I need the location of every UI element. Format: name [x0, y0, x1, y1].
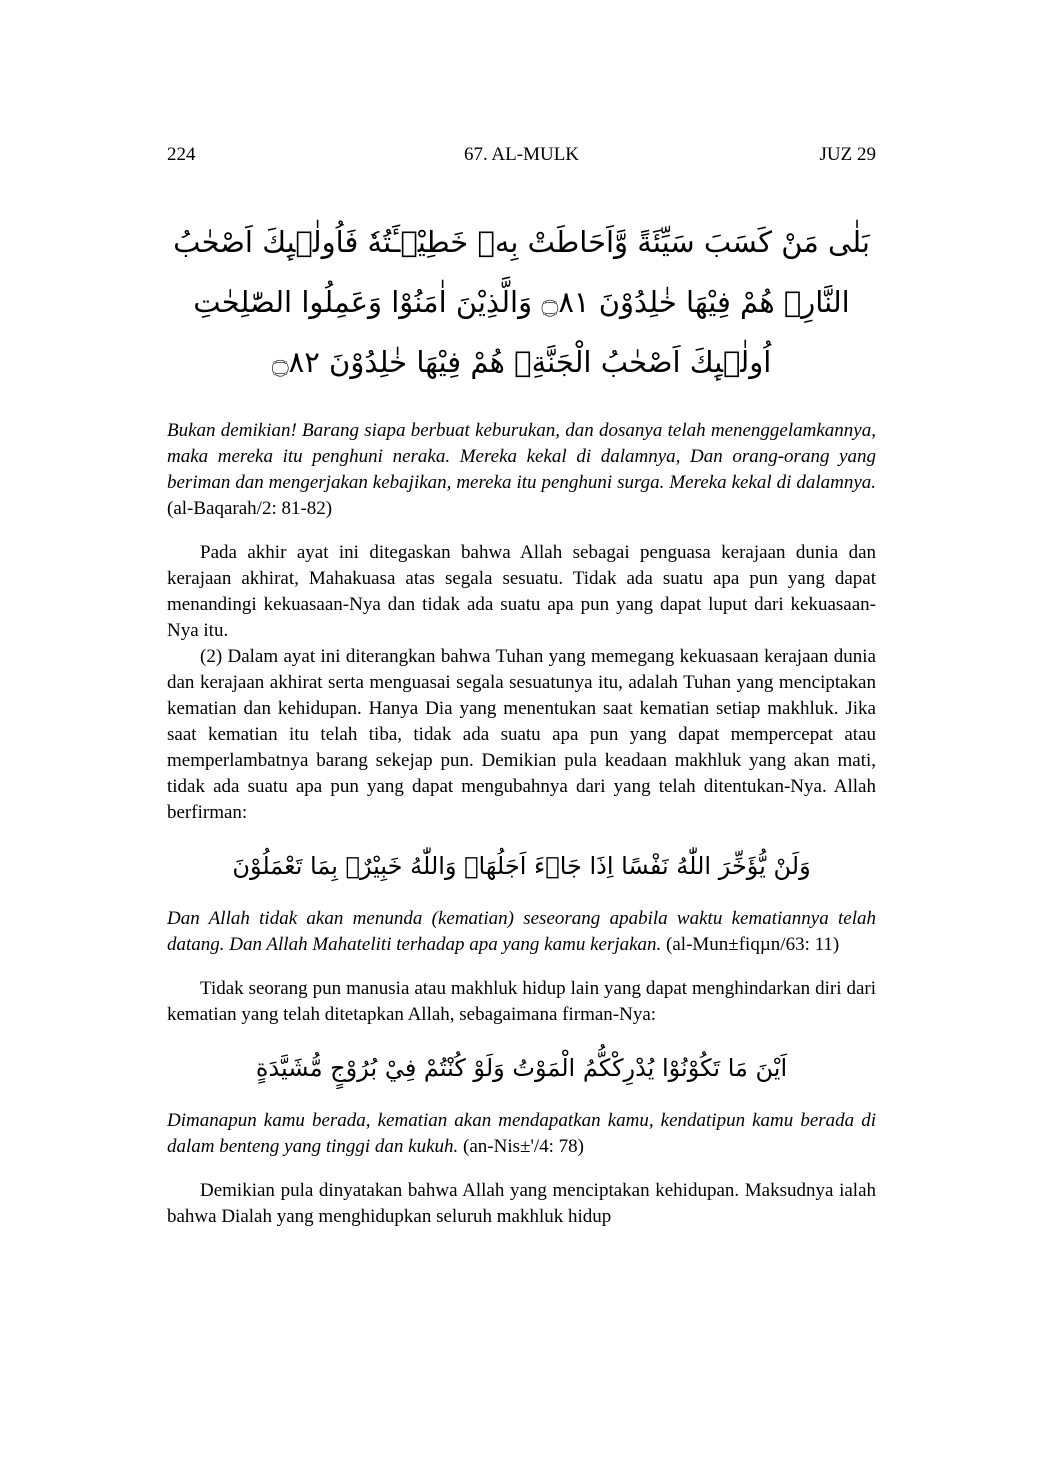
arabic-verse-an-nisa-78: اَيْنَ مَا تَكُوْنُوْا يُدْرِكْكُّمُ الْمَوْتُ وَلَوْ كُنْتُمْ فِيْ بُرُوْجٍ مُّشَيَّدَةٍ — [255, 1054, 788, 1082]
translation-an-nisa — [167, 1108, 876, 1160]
translation-al-munafiqun — [167, 906, 876, 958]
body-paragraph-3: Tidak seorang pun manusia atau makhluk hidup lain yang dapat menghindarkan diri dari kematian yang telah ditetapkan Allah, sebagaimana firman-Nya: — [167, 978, 876, 1025]
page-header — [167, 142, 876, 168]
page-number: 224 — [167, 144, 196, 165]
verse-reference: (al-Baqarah/2: 81-82) — [167, 498, 333, 519]
chapter-title: 67. AL-MULK — [463, 144, 580, 165]
juz-label: JUZ 29 — [819, 144, 876, 165]
verse-reference: (al-Mun±fiqµn/63: 11) — [666, 934, 840, 955]
body-paragraph-4: Demikian pula dinyatakan bahwa Allah yang menciptakan kehidupan. Maksudnya ialah bahwa Dialah yang menghidupkan seluruh makhluk hidup — [167, 1180, 876, 1227]
translation-text: Dimanapun kamu berada, kematian akan mendapatkan kamu, kendatipun kamu berada di dalam benteng yang tinggi dan kukuh. — [167, 1110, 876, 1157]
translation-text: Bukan demikian! Barang siapa berbuat keburukan, dan dosanya telah menenggelamkannya, maka mereka itu penghuni neraka. Mereka kekal di dalamnya, Dan orang-orang yang beriman dan mengerjakan kebajikan, mereka itu penghuni surga. Mereka kekal di dalamnya. — [167, 420, 876, 493]
verse-reference: (an-Nis±'/4: 78) — [463, 1136, 584, 1157]
translation-al-baqarah — [167, 418, 876, 522]
body-paragraph-1: Pada akhir ayat ini ditegaskan bahwa Allah sebagai penguasa kerajaan dunia dan kerajaan akhirat, Mahakuasa atas segala sesuatu. Tidak ada suatu apa pun yang dapat menandingi kekuasaan-Nya dan tidak ada suatu apa pun yang dapat luput dari kekuasaan-Nya itu. — [167, 542, 876, 641]
body-paragraph-2: (2) Dalam ayat ini diterangkan bahwa Tuhan yang memegang kekuasaan kerajaan dunia dan kerajaan akhirat serta menguasai segala sesuatunya itu, adalah Tuhan yang menciptakan kematian dan kehidupan. Hanya Dia yang menentukan saat kematian setiap makhluk. Jika saat kematian itu telah tiba, tidak ada suatu apa pun yang dapat mempercepat atau memperlambatnya barang sekejap pun. Demikian pula keadaan makhluk yang akan mati, tidak ada suatu apa pun yang dapat mengubahnya dari yang telah ditentukan-Nya. Allah berfirman: — [167, 646, 876, 823]
arabic-verse-al-munafiqun-11: وَلَنْ يُّؤَخِّرَ اللّٰهُ نَفْسًا اِذَا جَاۤءَ اَجَلُهَاۗ وَاللّٰهُ خَبِيْرٌۢ بِمَا تَعْمَلُوْنَ — [232, 852, 811, 880]
arabic-verse-al-baqarah-81-82: بَلٰى مَنْ كَسَبَ سَيِّئَةً وَّاَحَاطَتْ بِهٖ خَطِيْۤـَٔتُهٗ فَاُولٰۤىِٕكَ اَصْحٰبُ النَّارِۚ هُمْ فِيْهَا خٰلِدُوْنَ ۝٨١ وَالَّذِيْنَ اٰمَنُوْا وَعَمِلُوا الصّٰلِحٰتِ اُولٰۤىِٕكَ اَصْحٰبُ الْجَنَّةِۚ هُمْ فِيْهَا خٰلِدُوْنَ ۝٨٢ — [173, 225, 870, 379]
translation-text: Dan Allah tidak akan menunda (kematian) seseorang apabila waktu kematiannya telah datang. Dan Allah Mahateliti terhadap apa yang kamu kerjakan. — [167, 908, 876, 955]
